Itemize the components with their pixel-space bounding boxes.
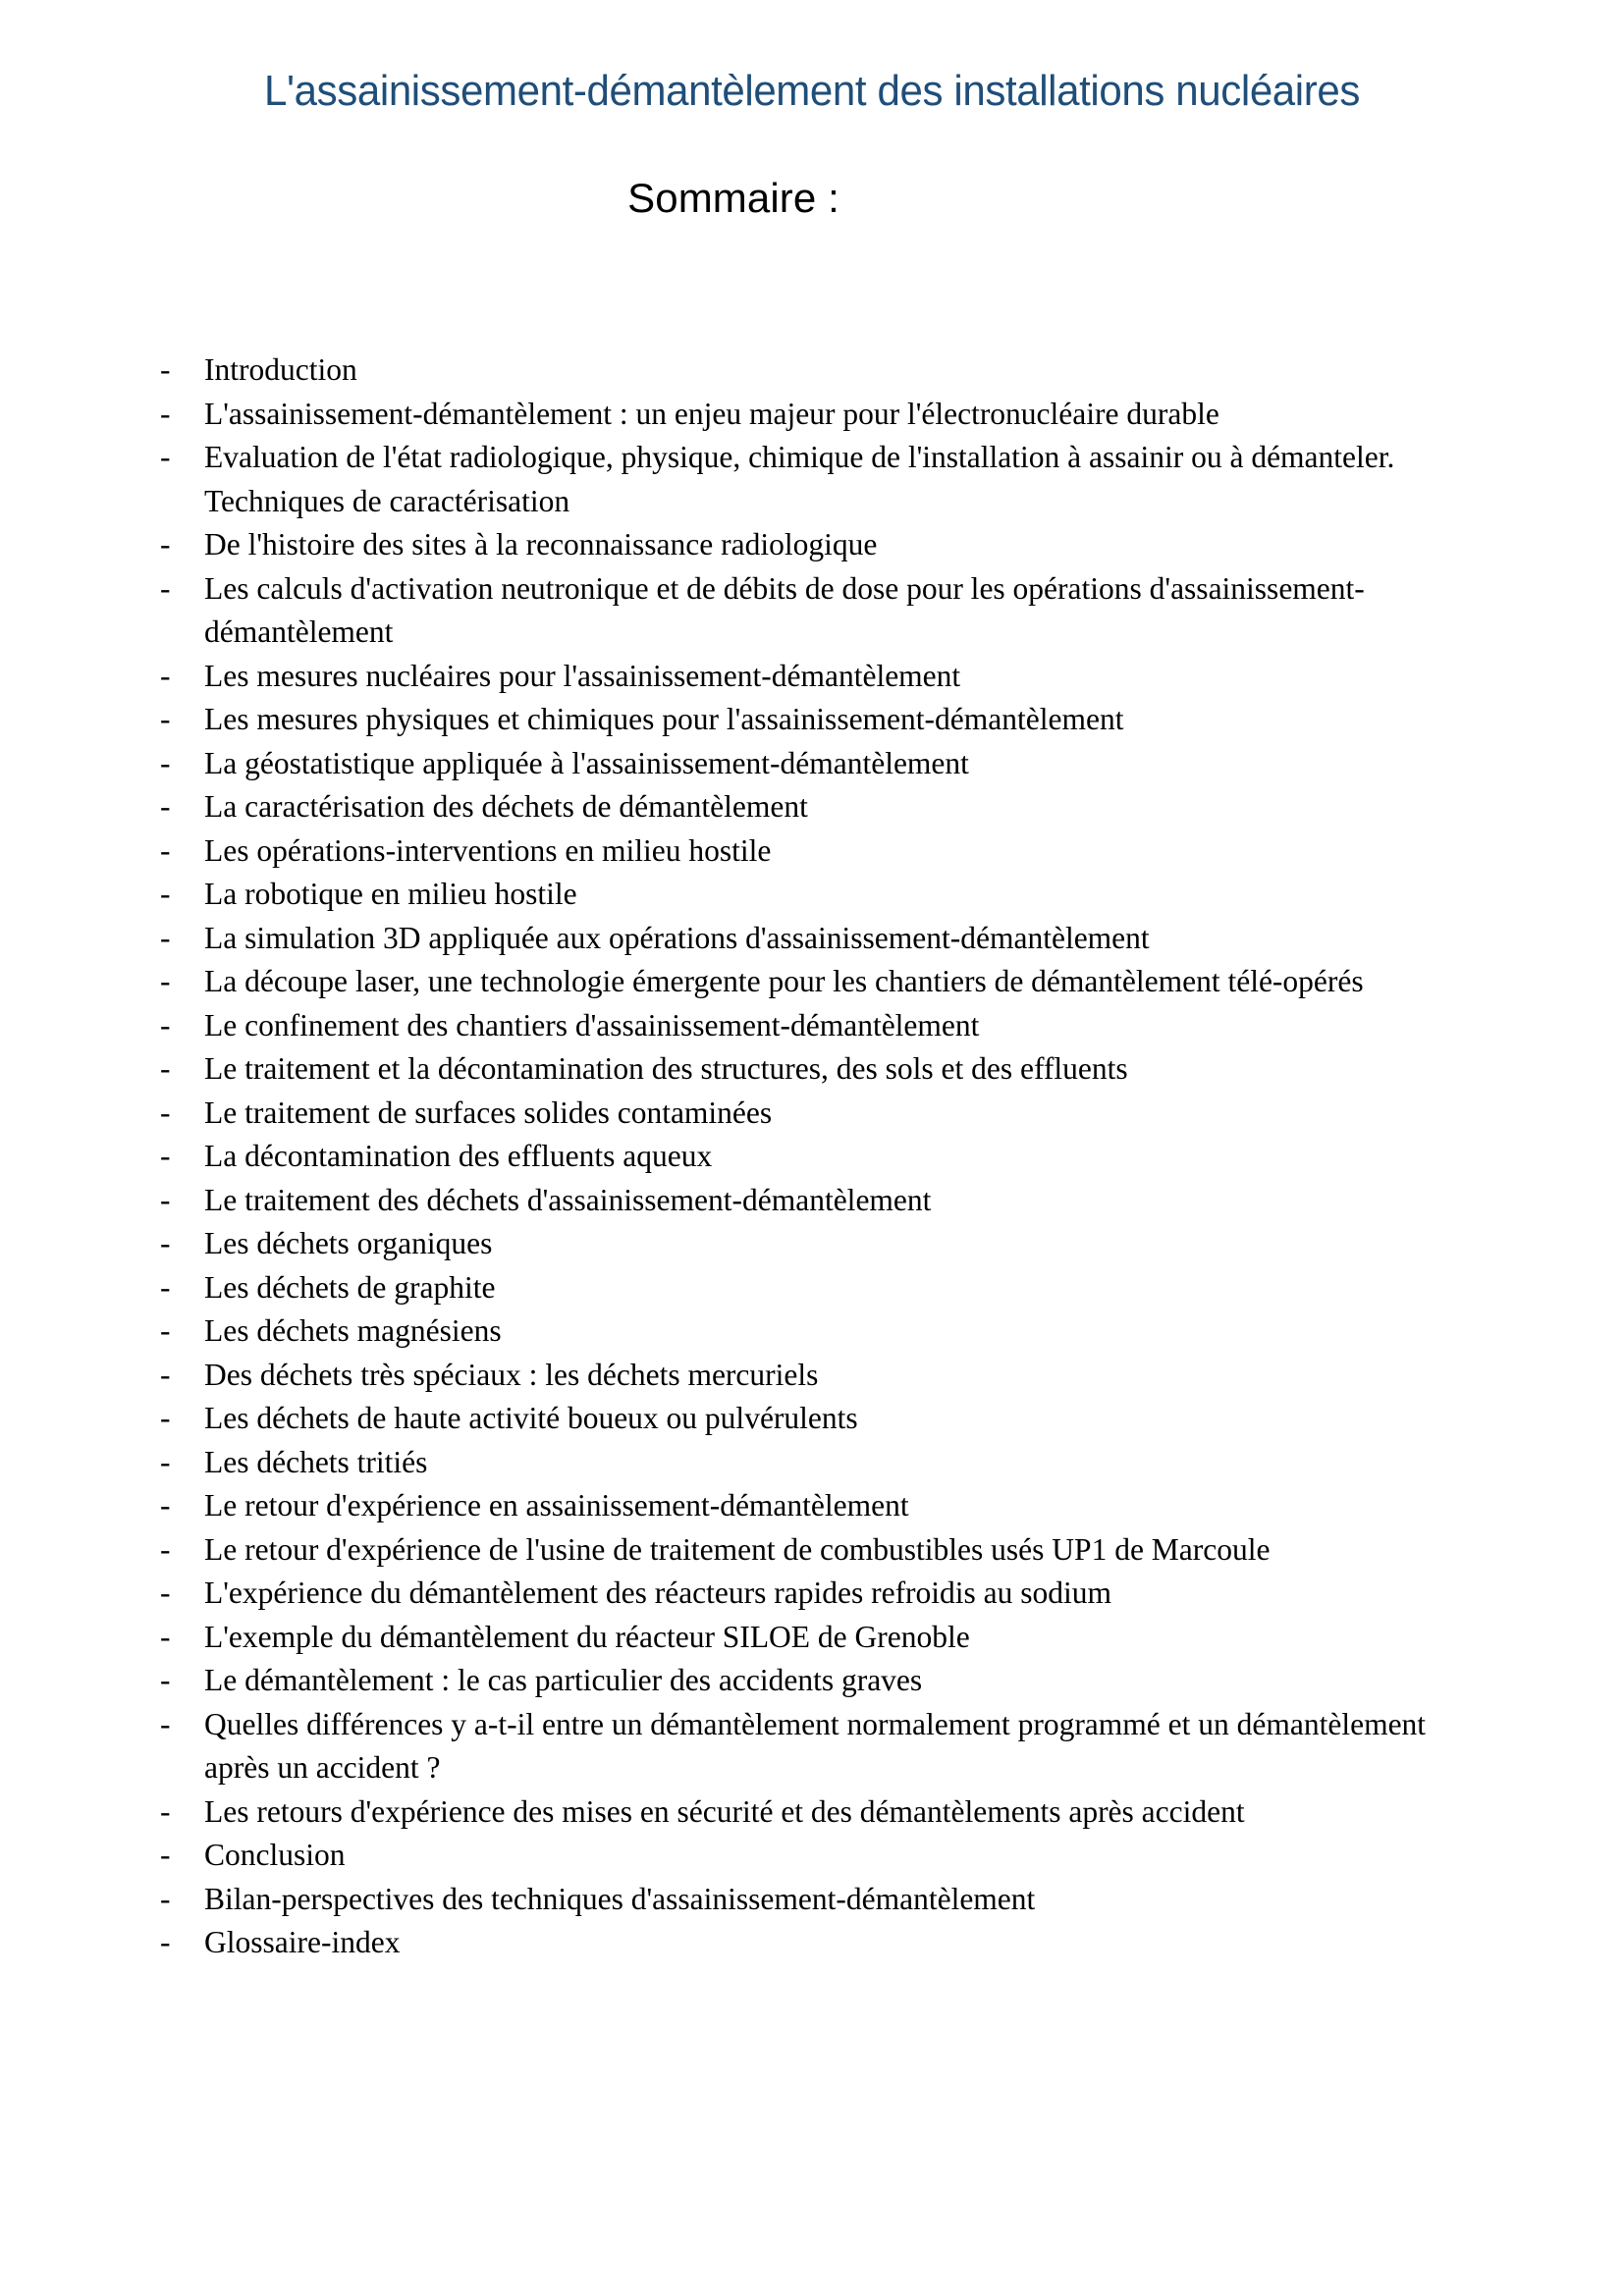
list-item-dash-marker: - — [160, 440, 171, 474]
list-item[interactable] — [160, 1441, 1495, 1485]
list-item[interactable] — [160, 785, 1495, 829]
list-item-dash-marker: - — [160, 920, 171, 955]
list-item-label: Introduction — [204, 352, 357, 387]
list-item[interactable] — [160, 523, 1495, 567]
page-title: L'assainissement-démantèlement des installations nucléaires — [264, 67, 1360, 115]
list-item-label: Bilan-perspectives des techniques d'assainissement-démantèlement — [204, 1881, 1036, 1916]
list-item-dash-marker: - — [160, 1051, 171, 1086]
list-item[interactable] — [160, 1878, 1495, 1922]
list-item[interactable] — [160, 960, 1495, 1004]
list-item-dash-marker: - — [160, 1401, 171, 1435]
list-item[interactable] — [160, 1266, 1495, 1310]
list-item-label: L'assainissement-démantèlement : un enjeu majeur pour l'électronucléaire durable — [204, 396, 1219, 431]
list-item[interactable] — [160, 873, 1495, 917]
list-item-label: Les déchets magnésiens — [204, 1313, 502, 1348]
list-item-dash-marker: - — [160, 570, 171, 606]
list-item-dash-marker: - — [160, 352, 171, 387]
list-item-dash-marker: - — [160, 1575, 171, 1610]
list-item-label: La simulation 3D appliquée aux opérations d'assainissement-démantèlement — [204, 920, 1150, 955]
list-item[interactable] — [160, 1179, 1495, 1223]
list-item-dash-marker: - — [160, 1838, 171, 1872]
list-item[interactable] — [160, 742, 1495, 786]
list-item[interactable] — [160, 1309, 1495, 1354]
list-item-dash-marker: - — [160, 1619, 171, 1654]
list-item-label: Les déchets organiques — [204, 1226, 493, 1260]
list-item-label: L'exemple du démantèlement du réacteur SILOE de Grenoble — [204, 1619, 970, 1654]
list-item-dash-marker: - — [160, 1007, 171, 1042]
list-item-label: La découpe laser, une technologie émergente pour les chantiers de démantèlement télé-opérés — [204, 964, 1364, 998]
sommaire-heading: Sommaire : — [627, 175, 839, 221]
list-item-dash-marker: - — [160, 702, 171, 736]
list-item[interactable] — [160, 1354, 1495, 1398]
list-item-dash-marker: - — [160, 877, 171, 911]
list-item-label: Glossaire-index — [204, 1925, 401, 1959]
list-item-label: Le traitement des déchets d'assainissement-démantèlement — [204, 1182, 932, 1217]
list-item-dash-marker: - — [160, 658, 171, 693]
list-item-label: Les déchets de haute activité boueux ou pulvérulents — [204, 1401, 858, 1435]
list-item-label: L'expérience du démantèlement des réacteurs rapides refroidis au sodium — [204, 1575, 1112, 1610]
list-item-dash-marker: - — [160, 1357, 171, 1392]
list-item-label: La robotique en milieu hostile — [204, 877, 577, 911]
list-item[interactable] — [160, 1397, 1495, 1441]
list-item-label: La caractérisation des déchets de démantèlement — [204, 789, 808, 824]
list-item-dash-marker: - — [160, 1531, 171, 1567]
list-item-label: Les calculs d'activation neutronique et de débits de dose pour les opérations d'assainissement-démantèlement — [204, 570, 1365, 649]
list-item-dash-marker: - — [160, 964, 171, 998]
list-item[interactable] — [160, 567, 1495, 655]
list-item[interactable] — [160, 917, 1495, 961]
list-item-dash-marker: - — [160, 1269, 171, 1305]
list-item-label: Le démantèlement : le cas particulier des accidents graves — [204, 1663, 923, 1697]
list-item[interactable] — [160, 1528, 1495, 1573]
list-item-dash-marker: - — [160, 832, 171, 868]
list-item-label: Evaluation de l'état radiologique, physique, chimique de l'installation à assainir ou à démanteler. Techniques de caractérisation — [204, 440, 1395, 518]
list-item[interactable] — [160, 348, 1495, 393]
list-item-dash-marker: - — [160, 1444, 171, 1479]
list-item-dash-marker: - — [160, 789, 171, 824]
list-item[interactable] — [160, 1572, 1495, 1616]
list-item-label: Les opérations-interventions en milieu hostile — [204, 832, 772, 868]
list-item[interactable] — [160, 829, 1495, 874]
list-item[interactable] — [160, 655, 1495, 699]
list-item-label: Les déchets tritiés — [204, 1444, 428, 1479]
list-item-dash-marker: - — [160, 1182, 171, 1217]
list-item[interactable] — [160, 1659, 1495, 1703]
table-of-contents — [160, 348, 1495, 1965]
list-item-label: Conclusion — [204, 1838, 346, 1872]
list-item-label: La géostatistique appliquée à l'assainissement-démantèlement — [204, 745, 969, 780]
list-item-dash-marker: - — [160, 1881, 171, 1916]
list-item-dash-marker: - — [160, 1226, 171, 1260]
list-item-dash-marker: - — [160, 1488, 171, 1522]
list-item-dash-marker: - — [160, 527, 171, 561]
list-item-label: Le confinement des chantiers d'assainissement-démantèlement — [204, 1007, 980, 1042]
list-item[interactable] — [160, 1790, 1495, 1835]
list-item-dash-marker: - — [160, 1925, 171, 1959]
list-item[interactable] — [160, 1703, 1495, 1790]
list-item-label: Le traitement et la décontamination des structures, des sols et des effluents — [204, 1051, 1128, 1086]
list-item-dash-marker: - — [160, 1095, 171, 1130]
list-item[interactable] — [160, 1092, 1495, 1136]
list-item[interactable] — [160, 1834, 1495, 1878]
list-item[interactable] — [160, 436, 1495, 523]
list-item[interactable] — [160, 1047, 1495, 1092]
list-item-dash-marker: - — [160, 745, 171, 780]
list-item[interactable] — [160, 393, 1495, 437]
list-item-dash-marker: - — [160, 1139, 171, 1173]
list-item-label: Quelles différences y a-t-il entre un démantèlement normalement programmé et un démantèlement après un accident ? — [204, 1706, 1427, 1785]
list-item-dash-marker: - — [160, 1663, 171, 1697]
list-item[interactable] — [160, 1004, 1495, 1048]
list-item-label: Les retours d'expérience des mises en sécurité et des démantèlements après accident — [204, 1793, 1245, 1829]
list-item-label: Les mesures nucléaires pour l'assainissement-démantèlement — [204, 658, 961, 693]
list-item[interactable] — [160, 1135, 1495, 1179]
list-item-label: Le retour d'expérience de l'usine de traitement de combustibles usés UP1 de Marcoule — [204, 1531, 1271, 1567]
list-item-label: Les mesures physiques et chimiques pour l'assainissement-démantèlement — [204, 702, 1124, 736]
list-item-label: Le retour d'expérience en assainissement-démantèlement — [204, 1488, 909, 1522]
list-item[interactable] — [160, 1222, 1495, 1266]
list-item-label: La décontamination des effluents aqueux — [204, 1139, 713, 1173]
list-item-label: Des déchets très spéciaux : les déchets mercuriels — [204, 1357, 819, 1392]
list-item[interactable] — [160, 698, 1495, 742]
list-item-dash-marker: - — [160, 1706, 171, 1741]
list-item[interactable] — [160, 1616, 1495, 1660]
list-item-label: Les déchets de graphite — [204, 1269, 496, 1305]
list-item-label: Le traitement de surfaces solides contaminées — [204, 1095, 773, 1130]
list-item-dash-marker: - — [160, 396, 171, 431]
list-item-dash-marker: - — [160, 1313, 171, 1348]
list-item-dash-marker: - — [160, 1793, 171, 1829]
list-item[interactable] — [160, 1484, 1495, 1528]
list-item[interactable] — [160, 1921, 1495, 1965]
list-item-label: De l'histoire des sites à la reconnaissance radiologique — [204, 527, 878, 561]
